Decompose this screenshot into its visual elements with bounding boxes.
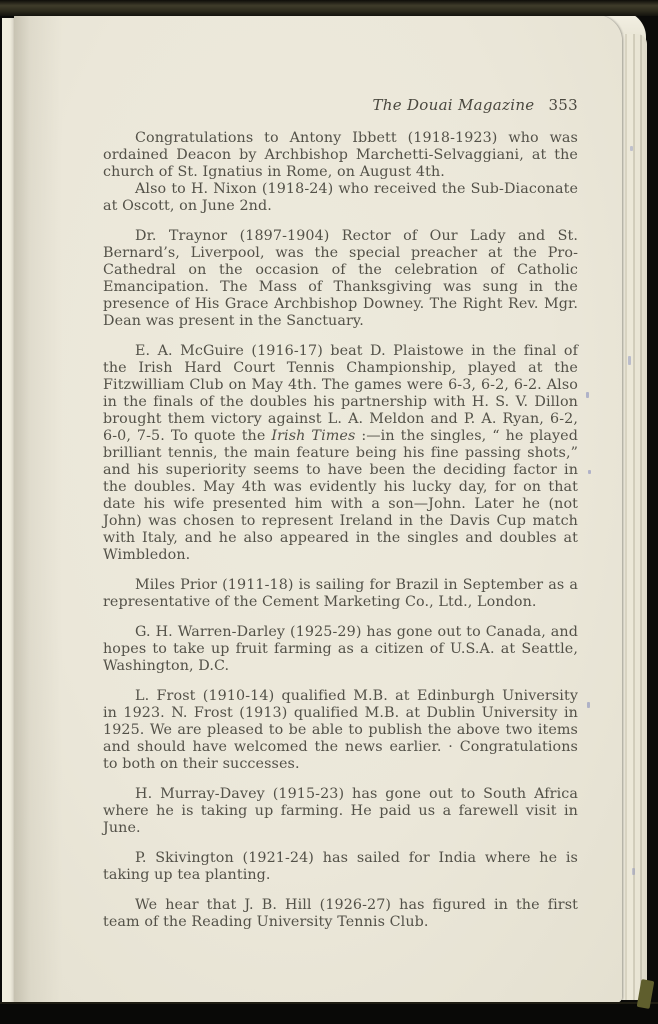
page-body — [103, 130, 578, 931]
paragraph — [103, 688, 578, 773]
text-segment: We hear that J. B. Hill (1926-27) has figured in the first team of the Reading University Tennis Club. — [103, 897, 578, 930]
ink-speck — [588, 470, 591, 474]
ink-speck — [632, 868, 635, 875]
text-segment: Dr. Traynor (1897-1904) Rector of Our Lady and St. Bernard’s, Liverpool, was the special preacher at the Pro-Cathedral on the occasion of the celebration of Catholic Emancipation. The Mass of Thanksgiving was sung in the presence of His Grace Archbishop Downey. The Right Rev. Mgr. Dean was present in the Sanctuary. — [103, 228, 578, 329]
paragraph — [103, 343, 578, 564]
ink-speck — [628, 356, 631, 365]
text-segment: P. Skivington (1921-24) has sailed for India where he is taking up tea planting. — [103, 850, 578, 883]
text-segment: E. A. McGuire (1916-17) beat D. Plaistowe in the final of the Irish Hard Court Tennis Championship, played at the Fitzwilliam Club on May 4th. The games were 6-3, 6-2, 6-2. Also in the finals of the doubles his partnership with H. S. V. Dillon brought them victory against L. A. Meldon and P. A. Ryan, 6-2, 6-0, 7-5. To quote the — [103, 343, 578, 444]
text-segment: L. Frost (1910-14) qualified M.B. at Edinburgh University in 1923. N. Frost (1913) qualified M.B. at Dublin University in 1925. We are pleased to be able to publish the above two items and should have welcomed the news earlier. · Congratulations to both on their successes. — [103, 688, 578, 772]
journal-title: The Douai Magazine — [372, 96, 535, 114]
paragraph — [103, 786, 578, 837]
text-segment: H. Murray-Davey (1915-23) has gone out to South Africa where he is taking up farming. He paid us a farewell visit in June. — [103, 786, 578, 836]
book-top-edge — [0, 0, 658, 16]
magazine-page — [14, 15, 622, 1003]
paragraph — [103, 624, 578, 675]
paragraph — [103, 850, 578, 884]
paragraph — [103, 130, 578, 181]
book-bottom-edge — [0, 1002, 658, 1024]
ink-speck — [630, 146, 633, 151]
ink-speck — [587, 702, 590, 708]
paragraph — [103, 897, 578, 931]
italic-text: Irish Times — [271, 428, 356, 444]
fore-edge-pages — [619, 34, 647, 1000]
text-segment: Congratulations to Antony Ibbett (1918-1923) who was ordained Deacon by Archbishop Marchetti-Selvaggiani, at the church of St. Ignatius in Rome, on August 4th. — [103, 130, 578, 180]
text-segment: Miles Prior (1911-18) is sailing for Brazil in September as a representative of the Cement Marketing Co., Ltd., London. — [103, 577, 578, 610]
running-header — [103, 96, 578, 114]
text-segment: :—in the singles, “ he played brilliant tennis, the main feature being his fine passing shots,” and his superiority seems to have been the deciding factor in the doubles. May 4th was evidently his lucky day, for on that date his wife presented him with a son—John. Later he (not John) was chosen to represent Ireland in the Davis Cup match with Italy, and he also appeared in the singles and doubles at Wimbledon. — [103, 428, 578, 563]
paragraph — [103, 181, 578, 215]
page-content — [14, 15, 622, 1003]
paragraph — [103, 577, 578, 611]
text-segment: G. H. Warren-Darley (1925-29) has gone out to Canada, and hopes to take up fruit farming as a citizen of U.S.A. at Seattle, Washington, D.C. — [103, 624, 578, 674]
text-segment: Also to H. Nixon (1918-24) who received the Sub-Diaconate at Oscott, on June 2nd. — [103, 181, 578, 214]
page-number: 353 — [548, 96, 578, 114]
ink-speck — [586, 392, 589, 398]
paragraph — [103, 228, 578, 330]
